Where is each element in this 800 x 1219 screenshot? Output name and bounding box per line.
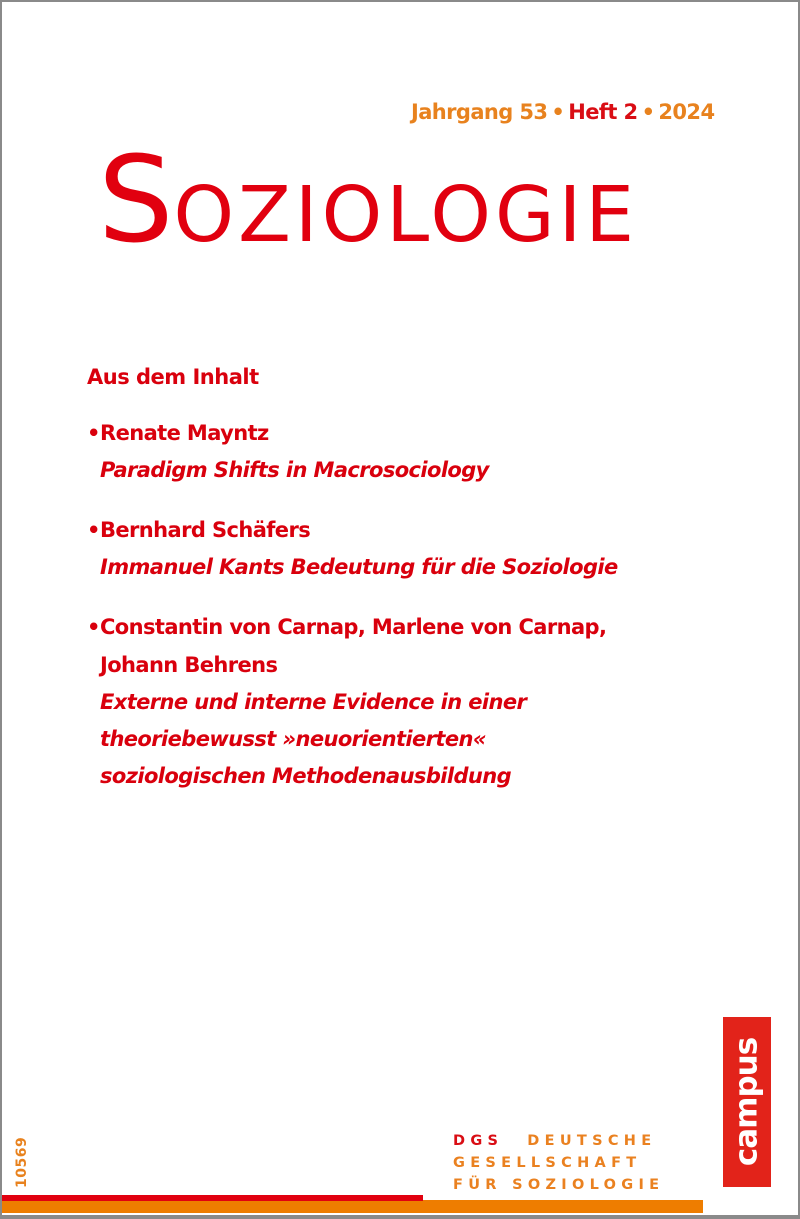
bottom-orange-bar (2, 1200, 703, 1213)
separator-dot: • (551, 100, 565, 124)
title-first-letter: S (98, 132, 174, 270)
article-title: soziologischen Methodenausbildung (100, 764, 512, 788)
dgs-wordmark (453, 1130, 664, 1196)
toc-item (87, 511, 707, 586)
bullet-icon: • (87, 421, 100, 445)
dgs-deutsche: DEUTSCHE (527, 1133, 657, 1149)
product-code: 10569 (14, 1136, 30, 1188)
campus-logo (723, 1017, 771, 1187)
author-name: Constantin von Carnap, Marlene von Carnap, (100, 615, 607, 639)
author-name: Renate Mayntz (100, 421, 269, 445)
issue-number: Heft 2 (568, 100, 638, 124)
article-title: Immanuel Kants Bedeutung für die Soziologie (100, 555, 618, 579)
dgs-abbr: DGS (453, 1133, 504, 1149)
issue-year: 2024 (658, 100, 715, 124)
separator-dot: • (641, 100, 655, 124)
journal-title (98, 132, 639, 270)
author-name: Bernhard Schäfers (100, 518, 311, 542)
toc-author (87, 414, 707, 452)
issue-info (411, 100, 714, 124)
article-title: Externe und interne Evidence in einer (100, 690, 527, 714)
bottom-red-bar (2, 1195, 423, 1201)
bullet-icon: • (87, 518, 100, 542)
toc-item (87, 608, 707, 795)
table-of-contents (87, 362, 707, 817)
toc-item (87, 414, 707, 489)
volume-label: Jahrgang 53 (411, 100, 548, 124)
toc-heading: Aus dem Inhalt (87, 365, 259, 389)
dgs-line-3: FÜR SOZIOLOGIE (453, 1177, 665, 1193)
title-rest: OZIOLOGIE (173, 171, 639, 260)
article-title: Paradigm Shifts in Macrosociology (100, 458, 489, 482)
toc-author (87, 511, 707, 549)
article-title: theoriebewusst »neuorientierten« (100, 727, 486, 751)
campus-logo-text: campus (728, 1037, 765, 1167)
toc-author-continued: Johann Behrens (100, 653, 278, 677)
dgs-line-2: GESELLSCHAFT (453, 1155, 642, 1171)
dgs-line-1 (453, 1130, 664, 1152)
bullet-icon: • (87, 615, 100, 639)
toc-author (87, 608, 707, 646)
